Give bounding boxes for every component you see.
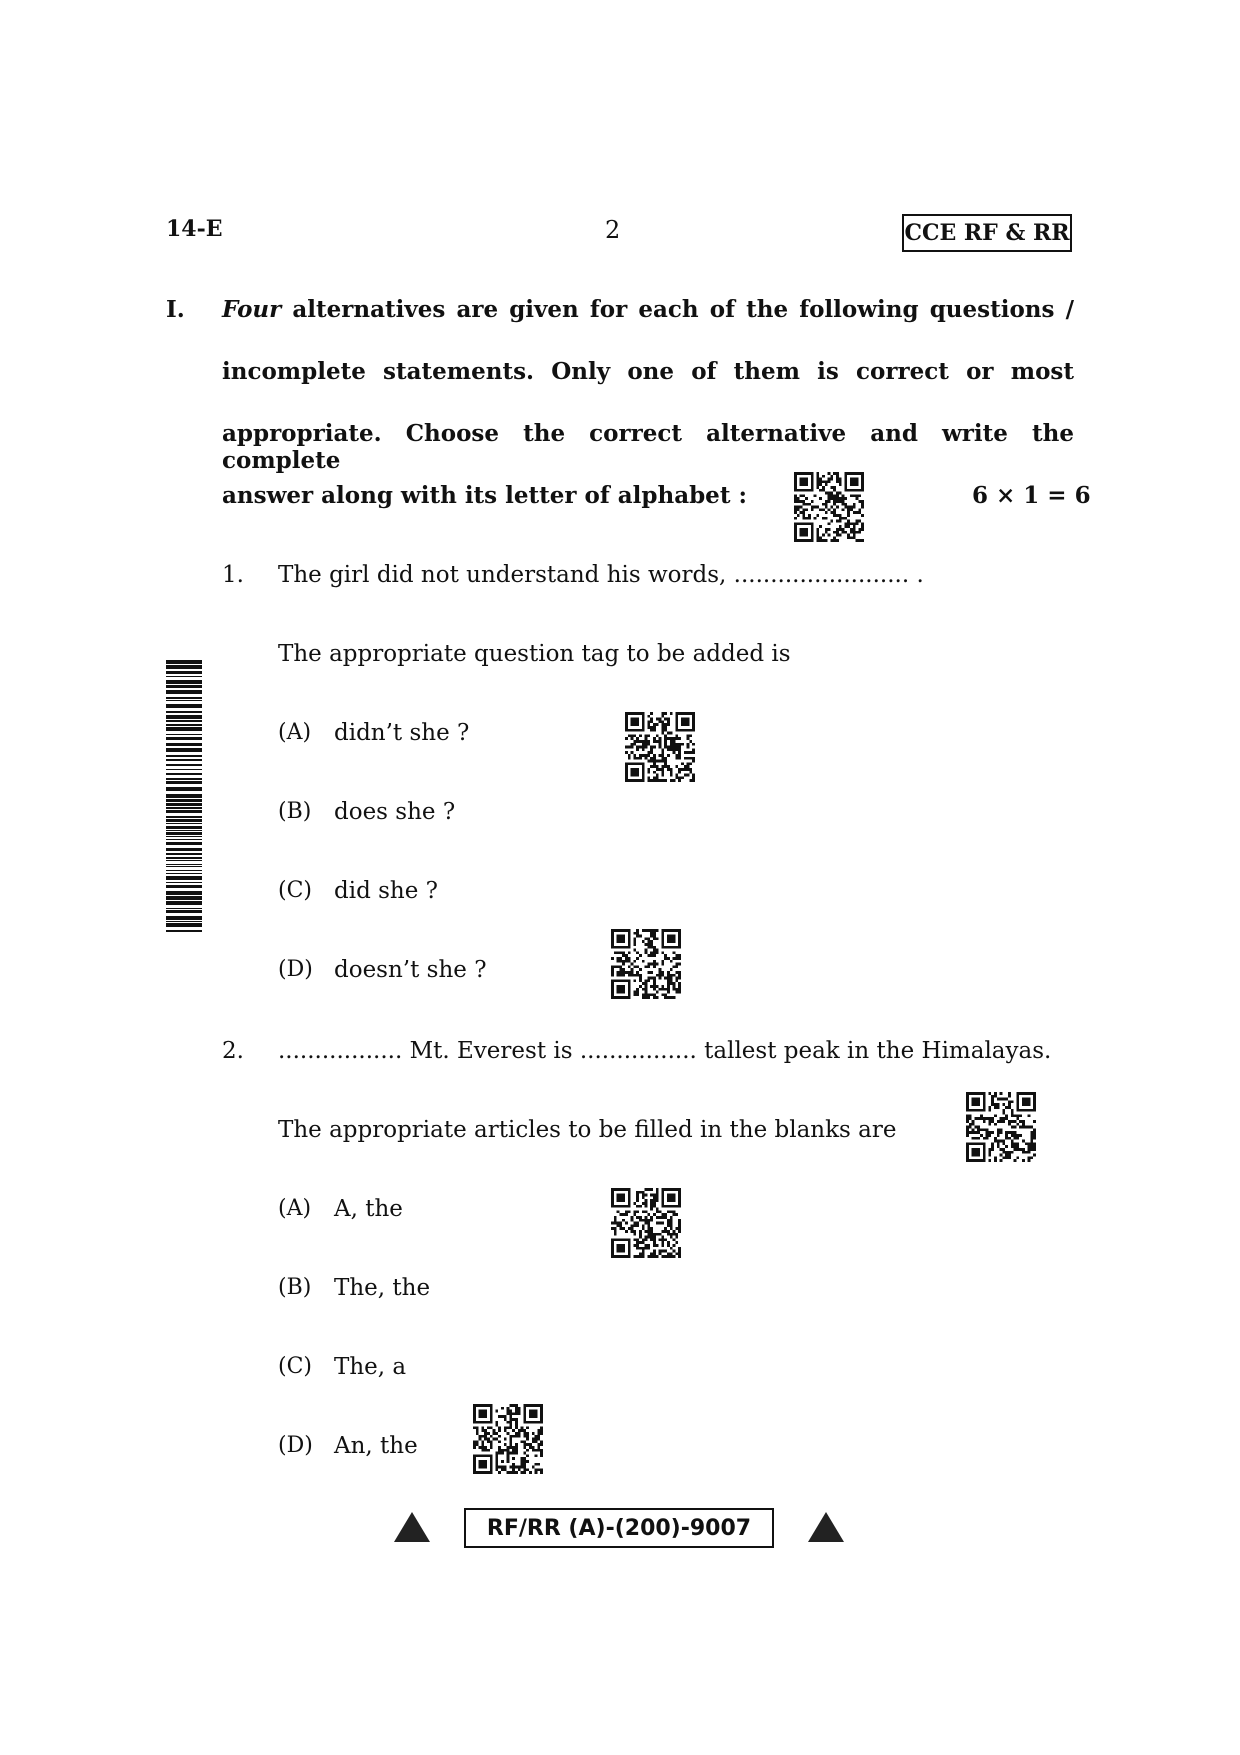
q2-option-c-text: The, a: [334, 1354, 407, 1380]
q1-option-b-letter: (B): [278, 799, 312, 824]
barcode-icon: [166, 660, 202, 932]
question-2-subtext: The appropriate articles to be filled in the blanks are: [278, 1117, 897, 1143]
q1-option-c-text: did she ?: [334, 878, 438, 904]
instruction-line-3: appropriate. Choose the correct alternative and write the complete: [222, 420, 1074, 474]
question-2-number: 2.: [222, 1038, 244, 1064]
qr-code-icon: [794, 472, 864, 542]
q2-option-d-text: An, the: [334, 1433, 418, 1459]
triangle-up-icon: [808, 1512, 844, 1542]
q2-option-a-text: A, the: [334, 1196, 403, 1222]
question-1-subtext: The appropriate question tag to be added is: [278, 641, 791, 667]
qr-code-icon: [611, 929, 681, 999]
qr-code-icon: [473, 1404, 543, 1474]
q1-option-c-letter: (C): [278, 878, 312, 903]
qr-code-icon: [611, 1188, 681, 1258]
triangle-up-icon: [394, 1512, 430, 1542]
instruction-line-1: [222, 296, 1074, 323]
qr-code-icon: [966, 1092, 1036, 1162]
question-1-text: The girl did not understand his words, ........................ .: [278, 562, 924, 588]
page-number: 2: [605, 216, 621, 244]
marks-allocation: 6 × 1 = 6: [972, 482, 1091, 509]
q1-option-b-text: does she ?: [334, 799, 456, 825]
instruction-lead: Four: [222, 296, 282, 323]
q2-option-b-letter: (B): [278, 1275, 312, 1300]
q2-option-a-letter: (A): [278, 1196, 312, 1221]
footer-paper-code: RF/RR (A)-(200)-9007: [464, 1508, 774, 1548]
section-number: I.: [166, 296, 185, 323]
q1-option-a-letter: (A): [278, 720, 312, 745]
instruction-line-2: incomplete statements. Only one of them is correct or most: [222, 358, 1074, 385]
instruction-line-4: answer along with its letter of alphabet :: [222, 482, 747, 509]
q1-option-d-letter: (D): [278, 957, 313, 982]
paper-code-left: 14-E: [166, 216, 223, 242]
q1-option-a-text: didn’t she ?: [334, 720, 470, 746]
instruction-line-1-rest: alternatives are given for each of the following questions /: [281, 296, 1074, 323]
paper-code-box: CCE RF & RR: [902, 214, 1072, 252]
q2-option-d-letter: (D): [278, 1433, 313, 1458]
question-1-number: 1.: [222, 562, 244, 588]
q2-option-b-text: The, the: [334, 1275, 431, 1301]
q1-option-d-text: doesn’t she ?: [334, 957, 487, 983]
question-2-text: ................. Mt. Everest is ................ tallest peak in the Himalayas.: [278, 1038, 1052, 1064]
qr-code-icon: [625, 712, 695, 782]
q2-option-c-letter: (C): [278, 1354, 312, 1379]
